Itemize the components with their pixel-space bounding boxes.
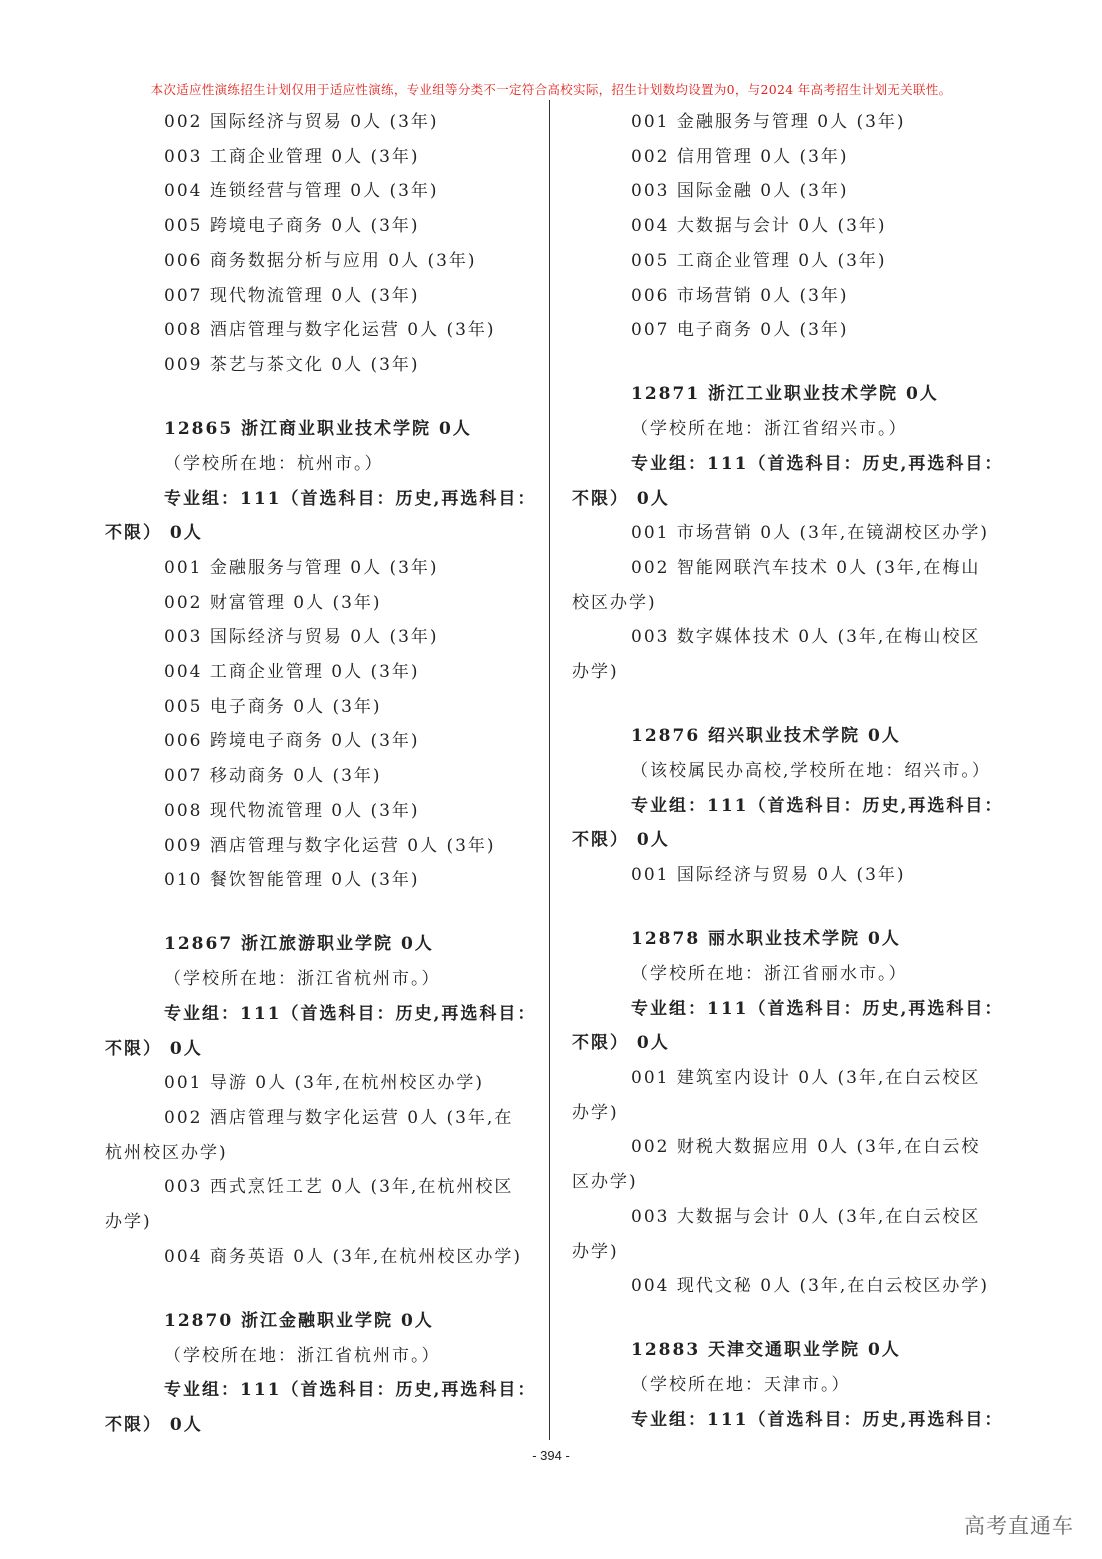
text-line: 办学)	[572, 1102, 619, 1123]
text-line: （学校所在地：浙江省丽水市。）	[631, 963, 908, 984]
text-line: （学校所在地：杭州市。）	[164, 453, 384, 474]
text-line: 002 酒店管理与数字化运营 0人 (3年,在	[164, 1107, 514, 1128]
text-line: 002 智能网联汽车技术 0人 (3年,在梅山	[631, 557, 981, 578]
major-group-line: 不限） 0人	[572, 830, 670, 851]
text-line: 004 连锁经营与管理 0人 (3年)	[164, 181, 439, 202]
text-line: 002 财富管理 0人 (3年)	[164, 592, 382, 613]
disclaimer-notice: 本次适应性演练招生计划仅用于适应性演练，专业组等分类不一定符合高校实际，招生计划数均设置为0，与2024 年高考招生计划无关联性。	[150, 82, 952, 97]
text-line: 办学)	[572, 1241, 619, 1262]
major-group-line: 专业组：111（首选科目：历史,再选科目：	[631, 453, 1004, 474]
major-group-line: 专业组：111（首选科目：历史,再选科目：	[631, 1409, 1004, 1430]
major-group-line: 专业组：111（首选科目：历史,再选科目：	[164, 1380, 537, 1401]
text-line: 001 建筑室内设计 0人 (3年,在白云校区	[631, 1068, 981, 1088]
school-heading: 12878 丽水职业技术学院 0人	[631, 929, 901, 950]
text-line: 办学)	[572, 662, 619, 682]
text-line: 005 跨境电子商务 0人 (3年)	[164, 216, 420, 237]
text-line: 001 金融服务与管理 0人 (3年)	[631, 112, 906, 132]
text-line: （学校所在地：天津市。）	[631, 1375, 851, 1396]
text-line: 003 国际金融 0人 (3年)	[631, 181, 849, 202]
major-group-line: 不限） 0人	[105, 1038, 203, 1059]
text-line: 007 现代物流管理 0人 (3年)	[164, 285, 420, 306]
text-line: 005 电子商务 0人 (3年)	[164, 696, 382, 717]
text-line: （该校属民办高校,学校所在地：绍兴市。）	[631, 760, 991, 781]
text-line: 006 商务数据分析与应用 0人 (3年)	[164, 250, 477, 271]
text-line: 003 大数据与会计 0人 (3年,在白云校区	[631, 1206, 981, 1227]
text-line: 004 现代文秘 0人 (3年,在白云校区办学)	[631, 1276, 989, 1297]
text-line: 010 餐饮智能管理 0人 (3年)	[164, 870, 420, 891]
school-heading: 12876 绍兴职业技术学院 0人	[631, 726, 901, 747]
text-line: （学校所在地：浙江省杭州市。）	[164, 1345, 441, 1366]
text-line: 002 国际经济与贸易 0人 (3年)	[164, 112, 439, 132]
school-heading: 12883 天津交通职业学院 0人	[631, 1340, 901, 1361]
major-group-line: 专业组：111（首选科目：历史,再选科目：	[164, 1003, 537, 1024]
page-number: - 394 -	[532, 1448, 570, 1463]
text-line: 杭州校区办学)	[105, 1142, 228, 1163]
text-line: 003 工商企业管理 0人 (3年)	[164, 146, 420, 167]
major-group-line: 专业组：111（首选科目：历史,再选科目：	[164, 488, 537, 509]
major-group-line: 不限） 0人	[105, 1415, 203, 1435]
major-group-line: 专业组：111（首选科目：历史,再选科目：	[631, 795, 1004, 816]
text-line: 006 跨境电子商务 0人 (3年)	[164, 731, 420, 752]
school-heading: 12865 浙江商业职业技术学院 0人	[164, 419, 472, 440]
text-line: 001 国际经济与贸易 0人 (3年)	[631, 865, 906, 885]
major-group-line: 不限） 0人	[105, 523, 203, 544]
text-line: 004 商务英语 0人 (3年,在杭州校区办学)	[164, 1246, 522, 1267]
major-group-line: 不限） 0人	[572, 488, 670, 509]
text-line: 002 财税大数据应用 0人 (3年,在白云校	[631, 1137, 981, 1158]
text-line: 007 移动商务 0人 (3年)	[164, 766, 382, 787]
text-line: （学校所在地：浙江省绍兴市。）	[631, 419, 908, 440]
text-line: 007 电子商务 0人 (3年)	[631, 320, 849, 341]
school-heading: 12867 浙江旅游职业学院 0人	[164, 934, 434, 955]
text-line: 004 大数据与会计 0人 (3年)	[631, 216, 887, 237]
text-line: 004 工商企业管理 0人 (3年)	[164, 662, 420, 682]
text-line: 008 酒店管理与数字化运营 0人 (3年)	[164, 320, 496, 341]
text-line: 001 市场营销 0人 (3年,在镜湖校区办学)	[631, 523, 989, 544]
text-line: 校区办学)	[572, 592, 657, 613]
text-line: 003 国际经济与贸易 0人 (3年)	[164, 627, 439, 648]
text-line: 005 工商企业管理 0人 (3年)	[631, 250, 887, 271]
major-group-line: 不限） 0人	[572, 1033, 670, 1054]
text-line: （学校所在地：浙江省杭州市。）	[164, 969, 441, 990]
text-line: 008 现代物流管理 0人 (3年)	[164, 800, 420, 821]
text-line: 006 市场营销 0人 (3年)	[631, 285, 849, 306]
major-group-line: 专业组：111（首选科目：历史,再选科目：	[631, 998, 1004, 1019]
text-line: 001 导游 0人 (3年,在杭州校区办学)	[164, 1073, 484, 1094]
brand-watermark: 高考直通车	[964, 1514, 1074, 1538]
column-divider	[549, 100, 550, 1440]
text-line: 009 茶艺与茶文化 0人 (3年)	[164, 354, 420, 375]
school-heading: 12870 浙江金融职业学院 0人	[164, 1310, 434, 1331]
school-heading: 12871 浙江工业职业技术学院 0人	[631, 384, 939, 405]
text-line: 003 数字媒体技术 0人 (3年,在梅山校区	[631, 627, 981, 648]
text-line: 001 金融服务与管理 0人 (3年)	[164, 557, 439, 578]
text-line: 办学)	[105, 1212, 152, 1232]
text-line: 区办学)	[572, 1172, 638, 1193]
text-line: 003 西式烹饪工艺 0人 (3年,在杭州校区	[164, 1177, 514, 1198]
text-line: 009 酒店管理与数字化运营 0人 (3年)	[164, 835, 496, 856]
text-line: 002 信用管理 0人 (3年)	[631, 146, 849, 167]
